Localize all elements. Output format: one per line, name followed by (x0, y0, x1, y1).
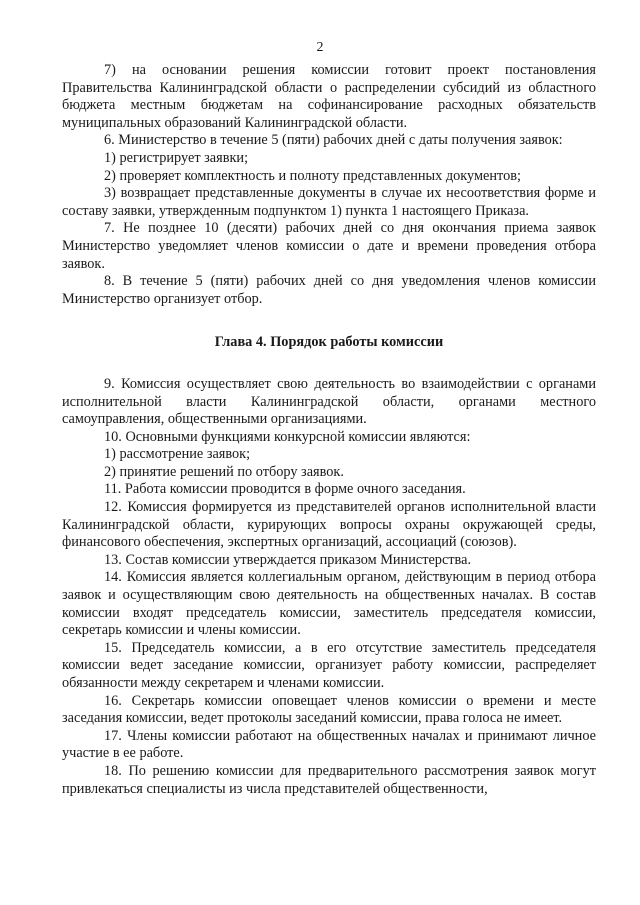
paragraph-9: 9. Комиссия осуществляет свою деятельность во взаимодействии с органами исполнительной власти Калининградской области, органами местного самоуправления, общественными организациями. (62, 375, 596, 428)
paragraph-6-item-2: 2) проверяет комплектность и полноту представленных документов; (104, 167, 521, 184)
paragraph-15: 15. Председатель комиссии, а в его отсутствие заместитель председателя комиссии ведет заседание комиссии, организует работу комиссии, распределяет обязанности между секретарем и членами комиссии. (62, 639, 596, 691)
paragraph-item-7: 7) на основании решения комиссии готовит проект постановления Правительства Калининградской области о распределении субсидий из областного бюджета местным бюджетам на софинансирование расходных обязательств муниципальных образований Калининградской области. (62, 62, 596, 131)
paragraph-10-item-1: 1) рассмотрение заявок; (104, 446, 251, 463)
paragraph-10-item-2: 2) принятие решений по отбору заявок. (104, 463, 344, 480)
paragraph-14: 14. Комиссия является коллегиальным органом, действующим в период отбора заявок и осуществляющим свою деятельность на общественных началах. В состав комиссии входят председатель комиссии, заместитель председателя комиссии, секретарь комиссии и члены комиссии. (62, 569, 596, 639)
paragraph-18: 18. По решению комиссии для предварительного рассмотрения заявок могут привлекаться специалисты из числа представителей общественности, (62, 762, 596, 797)
paragraph-16: 16. Секретарь комиссии оповещает членов комиссии о времени и месте заседания комиссии, ведет протоколы заседаний комиссии, права голоса не имеет. (62, 692, 596, 727)
paragraph-6: 6. Министерство в течение 5 (пяти) рабочих дней с даты получения заявок: (104, 132, 563, 149)
document-body (62, 62, 596, 798)
paragraph-10: 10. Основными функциями конкурсной комиссии являются: (104, 428, 471, 445)
paragraph-11: 11. Работа комиссии проводится в форме очного заседания. (104, 481, 466, 498)
paragraph-12: 12. Комиссия формируется из представителей органов исполнительной власти Калининградской области, курирующих вопросы охраны окружающей среды, финансового обеспечения, экспертных организаций, ассоциаций (союзов). (62, 499, 596, 551)
paragraph-7: 7. Не позднее 10 (десяти) рабочих дней со дня окончания приема заявок Министерство уведомляет членов комиссии о дате и времени проведения отбора заявок. (62, 220, 596, 272)
chapter-heading: Глава 4. Порядок работы комиссии (214, 334, 444, 351)
paragraph-13: 13. Состав комиссии утверждается приказом Министерства. (104, 551, 472, 568)
paragraph-6-item-3: 3) возвращает представленные документы в случае их несоответствия форме и составу заявки, утвержденным подпунктом 1) пункта 1 настоящего Приказа. (62, 185, 596, 219)
paragraph-6-item-1: 1) регистрирует заявки; (104, 149, 249, 166)
paragraph-17: 17. Члены комиссии работают на общественных началах и принимают личное участие в ее работе. (62, 727, 596, 762)
page-number: 2 (316, 40, 324, 55)
paragraph-8: 8. В течение 5 (пяти) рабочих дней со дня уведомления членов комиссии Министерство организует отбор. (62, 273, 596, 307)
